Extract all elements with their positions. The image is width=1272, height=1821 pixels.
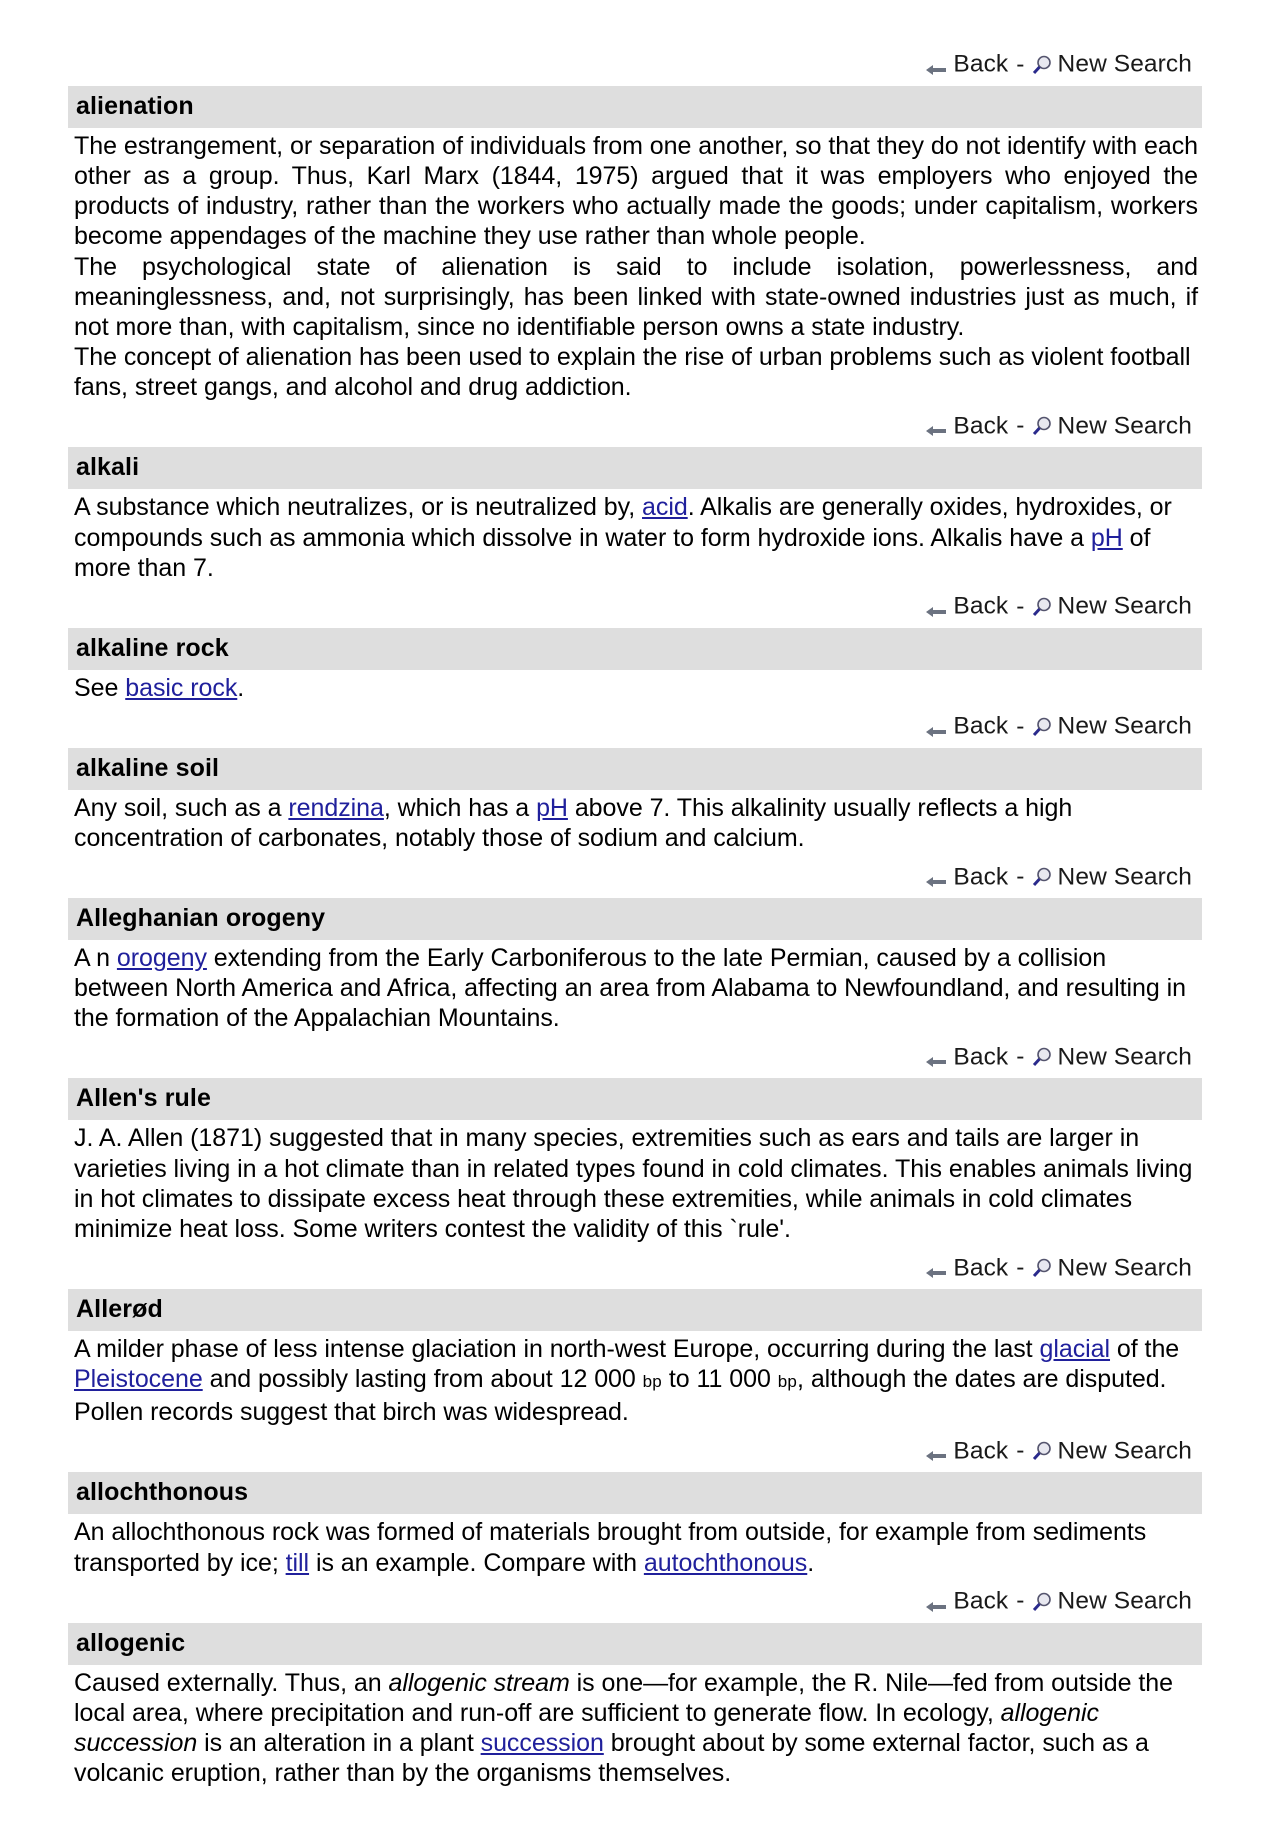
nav-links: [68, 1581, 1202, 1623]
magnifying-glass-icon: [1032, 1590, 1053, 1610]
glossary-entry: [68, 1472, 1202, 1580]
cross-reference-link[interactable]: Pleistocene: [74, 1365, 203, 1394]
date-unit: bp: [642, 1372, 662, 1392]
new-search-link-label: New Search: [1057, 1437, 1192, 1465]
entry-definition: [68, 1514, 1202, 1580]
cross-reference-link[interactable]: orogeny: [116, 944, 207, 973]
nav-links: [68, 706, 1202, 748]
cross-reference-link[interactable]: acid: [642, 493, 688, 522]
new-search-link[interactable]: [1032, 1586, 1192, 1617]
new-search-link[interactable]: [1032, 591, 1192, 622]
back-link[interactable]: [925, 1436, 1008, 1467]
entry-term: alkaline soil: [68, 748, 1202, 790]
back-link-label: Back: [953, 1437, 1009, 1465]
cross-reference-link[interactable]: rendzina: [288, 793, 384, 822]
entry-term: alienation: [68, 86, 1202, 128]
glossary-entry: [68, 1289, 1202, 1431]
magnifying-glass-icon: [1032, 715, 1053, 735]
new-search-link-label: New Search: [1057, 412, 1192, 440]
nav-separator: -: [1016, 1587, 1025, 1615]
nav-links: [68, 406, 1202, 448]
nav-links: [68, 1247, 1202, 1289]
cross-reference-link[interactable]: glacial: [1039, 1335, 1111, 1364]
back-link[interactable]: [925, 411, 1008, 442]
back-link-label: Back: [953, 1043, 1009, 1071]
new-search-link-label: New Search: [1057, 1587, 1192, 1615]
definition-paragraph: J. A. Allen (1871) suggested that in many species, extremities such as ears and tails are larger in varieties living in a hot climate than in related types found in cold climates. This enables animals living in hot climates to dissipate excess heat through these extremities, while animals in cold climates minimize heat loss. Some writers contest the validity of this `rule'.: [74, 1124, 1193, 1244]
new-search-link[interactable]: [1032, 1436, 1192, 1467]
glossary-entry: [68, 898, 1202, 1037]
magnifying-glass-icon: [1032, 414, 1053, 434]
new-search-link[interactable]: [1032, 49, 1192, 80]
nav-links: [68, 1431, 1202, 1473]
definition-paragraph: A milder phase of less intense glaciation in north-west Europe, occurring during the last glacial of the Pleistocene and possibly lasting from about 12 000 bp to 11 000 bp, although the dates are disputed. Pollen records suggest that birch was widespread.: [74, 1335, 1180, 1427]
back-link-label: Back: [953, 50, 1009, 78]
nav-links: [68, 856, 1202, 898]
left-arrow-icon: [925, 598, 947, 614]
entry-term: alkaline rock: [68, 628, 1202, 670]
nav-links-top: [68, 44, 1202, 86]
entry-term: allogenic: [68, 1623, 1202, 1665]
italic-phrase: allogenic stream: [388, 1668, 570, 1697]
magnifying-glass-icon: [1032, 595, 1053, 615]
back-link-label: Back: [953, 592, 1009, 620]
new-search-link[interactable]: [1032, 711, 1192, 742]
back-link-label: Back: [953, 712, 1009, 740]
italic-phrase: allogenic succession: [74, 1698, 1099, 1758]
definition-paragraph: Caused externally. Thus, an allogenic stream is one—for example, the R. Nile—fed from outside the local area, where precipitation and run-off are sufficient to generate flow. In ecology, allogenic succession is an alteration in a plant succession brought about by some external factor, such as a volcanic eruption, rather than by the organisms themselves.: [74, 1668, 1173, 1788]
back-link-label: Back: [953, 863, 1009, 891]
entry-definition: [68, 489, 1202, 586]
left-arrow-icon: [925, 56, 947, 72]
glossary-entry: [68, 748, 1202, 856]
entry-term: alkali: [68, 447, 1202, 489]
magnifying-glass-icon: [1032, 1439, 1053, 1459]
nav-separator: -: [1016, 1253, 1025, 1281]
definition-paragraph: A n orogeny extending from the Early Carboniferous to the late Permian, caused by a collision between North America and Africa, affecting an area from Alabama to Newfoundland, and resulting in the formation of the Appalachian Mountains.: [74, 944, 1186, 1033]
entry-definition: [68, 790, 1202, 856]
definition-paragraph: The psychological state of alienation is said to include isolation, powerlessness, and meaninglessness, and, not surprisingly, has been linked with state-owned industries just as much, if not more than, with capitalism, since no identifiable person owns a state industry.: [74, 252, 1198, 342]
new-search-link-label: New Search: [1057, 1043, 1192, 1071]
back-link[interactable]: [925, 711, 1008, 742]
entry-definition: [68, 128, 1202, 406]
definition-paragraph: An allochthonous rock was formed of materials brought from outside, for example from sediments transported by ice; till is an example. Compare with autochthonous.: [74, 1518, 1147, 1577]
glossary-entry: [68, 447, 1202, 586]
back-link[interactable]: [925, 1586, 1008, 1617]
new-search-link-label: New Search: [1057, 712, 1192, 740]
cross-reference-link[interactable]: basic rock: [125, 673, 238, 702]
left-arrow-icon: [925, 417, 947, 433]
left-arrow-icon: [925, 1048, 947, 1064]
back-link-label: Back: [953, 412, 1009, 440]
entry-definition: [68, 1120, 1202, 1247]
new-search-link-label: New Search: [1057, 592, 1192, 620]
cross-reference-link[interactable]: succession: [480, 1729, 604, 1758]
cross-reference-link[interactable]: autochthonous: [643, 1548, 808, 1577]
nav-separator: -: [1016, 1043, 1025, 1071]
nav-separator: -: [1016, 592, 1025, 620]
glossary-entry: [68, 628, 1202, 706]
new-search-link-label: New Search: [1057, 50, 1192, 78]
entry-term: Alleghanian orogeny: [68, 898, 1202, 940]
definition-paragraph: The estrangement, or separation of individuals from one another, so that they do not identify with each other as a group. Thus, Karl Marx (1844, 1975) argued that it was employers who enjoyed the products of industry, rather than the workers who actually made the goods; under capitalism, workers become appendages of the machine they use rather than whole people.: [74, 131, 1198, 251]
entry-definition: [68, 1665, 1202, 1792]
nav-separator: -: [1016, 50, 1025, 78]
entry-definition: [68, 670, 1202, 706]
nav-links: [68, 1037, 1202, 1079]
new-search-link-label: New Search: [1057, 863, 1192, 891]
nav-separator: -: [1016, 412, 1025, 440]
entry-definition: [68, 940, 1202, 1037]
new-search-link[interactable]: [1032, 411, 1192, 442]
left-arrow-icon: [925, 1593, 947, 1609]
magnifying-glass-icon: [1032, 53, 1053, 73]
definition-paragraph: The concept of alienation has been used to explain the rise of urban problems such as violent football fans, street gangs, and alcohol and drug addiction.: [74, 343, 1191, 402]
back-link[interactable]: [925, 49, 1008, 80]
new-search-link[interactable]: [1032, 862, 1192, 893]
entry-term: Allerød: [68, 1289, 1202, 1331]
back-link-label: Back: [953, 1587, 1009, 1615]
back-link[interactable]: [925, 1042, 1008, 1073]
magnifying-glass-icon: [1032, 1256, 1053, 1276]
back-link[interactable]: [925, 591, 1008, 622]
glossary-entry: [68, 1078, 1202, 1247]
new-search-link[interactable]: [1032, 1253, 1192, 1284]
entry-term: allochthonous: [68, 1472, 1202, 1514]
magnifying-glass-icon: [1032, 865, 1053, 885]
back-link-label: Back: [953, 1254, 1009, 1282]
glossary-entry: [68, 1623, 1202, 1792]
magnifying-glass-icon: [1032, 1045, 1053, 1065]
date-unit: bp: [777, 1372, 798, 1392]
nav-separator: -: [1016, 1437, 1025, 1465]
back-link[interactable]: [925, 1253, 1008, 1284]
nav-links: [68, 586, 1202, 628]
nav-separator: -: [1016, 862, 1025, 890]
definition-paragraph: A substance which neutralizes, or is neutralized by, acid. Alkalis are generally oxides, hydroxides, or compounds such as ammonia which dissolve in water to form hydroxide ions. Alkalis have a pH of more than 7.: [74, 493, 1172, 582]
new-search-link[interactable]: [1032, 1042, 1192, 1073]
left-arrow-icon: [925, 868, 947, 884]
entry-term: Allen's rule: [68, 1078, 1202, 1120]
new-search-link-label: New Search: [1057, 1254, 1192, 1282]
entry-definition: [68, 1331, 1202, 1431]
back-link[interactable]: [925, 862, 1008, 893]
left-arrow-icon: [925, 1442, 947, 1458]
definition-paragraph: See basic rock.: [74, 673, 245, 702]
left-arrow-icon: [925, 718, 947, 734]
left-arrow-icon: [925, 1259, 947, 1275]
nav-separator: -: [1016, 712, 1025, 740]
cross-reference-link[interactable]: till: [285, 1548, 310, 1577]
definition-paragraph: Any soil, such as a rendzina, which has a pH above 7. This alkalinity usually reflects a high concentration of carbonates, notably those of sodium and calcium.: [74, 793, 1073, 853]
cross-reference-link[interactable]: pH: [1090, 523, 1123, 552]
cross-reference-link[interactable]: pH: [536, 793, 568, 822]
glossary-entry: [68, 86, 1202, 406]
